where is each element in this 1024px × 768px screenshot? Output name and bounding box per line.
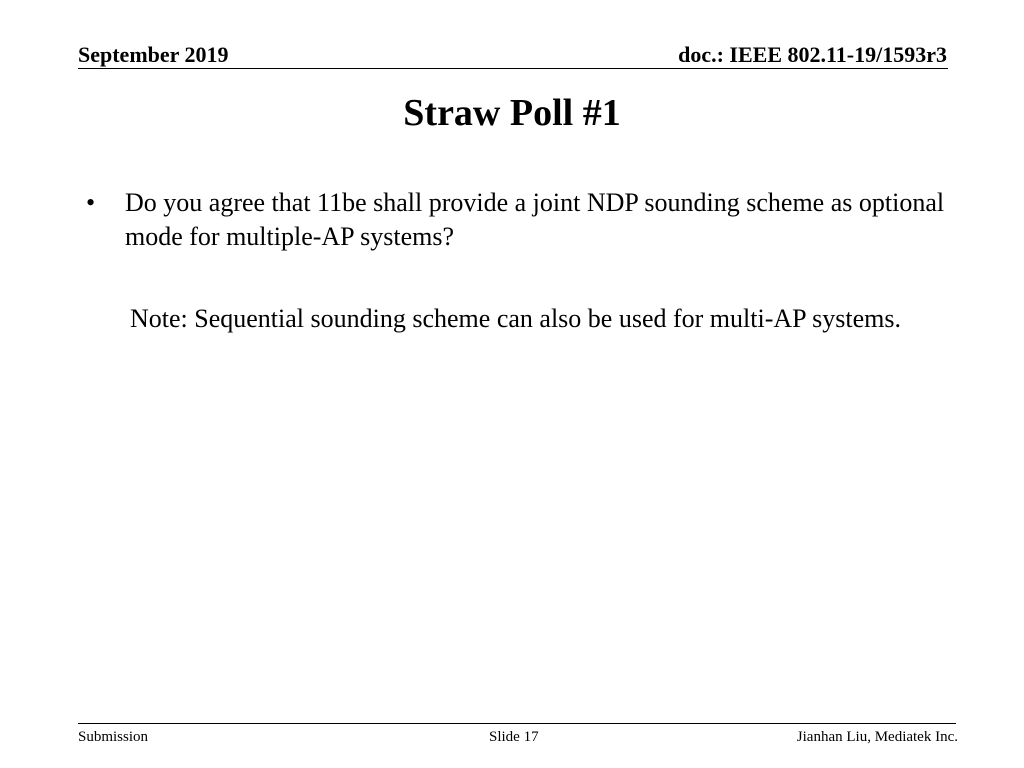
- footer-divider: [78, 723, 956, 724]
- header-date: September 2019: [78, 42, 229, 67]
- bullet-marker: •: [86, 188, 96, 217]
- header-divider: [78, 68, 948, 69]
- bullet-item: [86, 186, 966, 254]
- document-id: doc.: IEEE 802.11-19/1593r3: [678, 42, 947, 67]
- bullet-text: Do you agree that 11be shall provide a joint NDP sounding scheme as optional mode for multiple-AP systems?: [125, 188, 945, 251]
- footer-submission: Submission: [78, 729, 149, 745]
- slide-number: Slide 17: [489, 729, 539, 745]
- footer-author: Jianhan Liu, Mediatek Inc.: [796, 729, 958, 745]
- slide-title: Straw Poll #1: [403, 92, 621, 134]
- bullet-list: [86, 186, 966, 254]
- note-text: Note: Sequential sounding scheme can also be used for multi-AP systems.: [130, 304, 901, 333]
